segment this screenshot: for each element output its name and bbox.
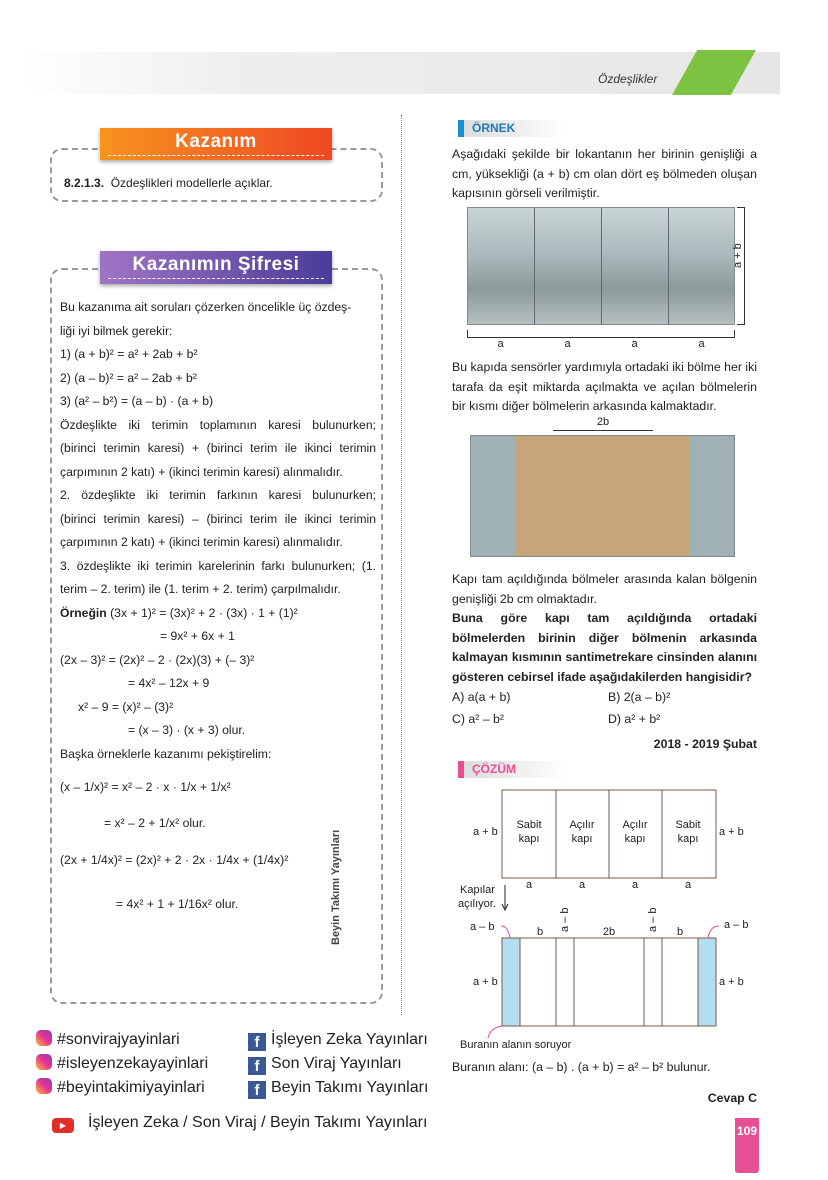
option-a[interactable]: A) a(a + b)	[452, 690, 511, 704]
twob-label: 2b	[602, 926, 616, 938]
width-bracket	[467, 330, 735, 338]
panel-label: Sabit	[516, 819, 542, 831]
instagram-icon	[36, 1078, 52, 1094]
solution-result: Buranın alanı: (a – b) . (a + b) = a² – b² bulunur.	[452, 1060, 711, 1074]
publisher-side-label: Beyin Takımı Yayınları	[330, 829, 342, 945]
sifre-content	[60, 296, 376, 916]
amb-vertical-label: a – b	[647, 907, 659, 932]
math-line: = 4x² + 1 + 1/16x² olur.	[116, 896, 239, 911]
text-line: liği iyi bilmek gerekir:	[60, 323, 173, 338]
math-line: (x – 1/x)² = x² – 2 · x · 1/x + 1/x²	[60, 780, 231, 794]
panel-label: kapı	[571, 833, 593, 845]
width-label: a	[631, 338, 638, 350]
width-label: a	[579, 879, 586, 891]
width-label: a	[632, 879, 639, 891]
pointer-label: Buranın alanın soruyor	[460, 1039, 572, 1051]
facebook-page: Beyin Takımı Yayınları	[271, 1079, 429, 1096]
ornek-intro: Aşağıdaki şekilde bir lokantanın her birinin genişliği a cm, yüksekliği (a + b) cm olan dört eş bölmeden oluşan kapısının görseli verilmiştir.	[452, 147, 757, 200]
facebook-item[interactable]	[248, 1052, 428, 1076]
door-photo-closed	[467, 207, 735, 325]
gap-label: 2b	[596, 416, 610, 428]
height-label: a + b	[473, 976, 498, 988]
text-line: terim – 2. terim) ile (1. terim + 2. terim) çarpılmalıdır.	[60, 582, 341, 596]
width-label: a	[497, 338, 504, 350]
text-line: (birinci terimin karesi) – (birinci terim ile ikinci terimin	[60, 511, 376, 526]
text-line: çarpımının 2 katı) + (ikinci terimin karesi) alınmalıdır.	[60, 535, 343, 549]
pointer-arrow	[708, 926, 719, 938]
ornek-paragraph-2: Bu kapıda sensörler yardımıyla ortadaki iki bölme her iki tarafa da eşit miktarda açılmakta ve açılan bölmelerin bir kısmı diğer bölmelerin arkasında kalmaktadır.	[452, 360, 757, 413]
width-labels	[467, 338, 735, 350]
instagram-handle: #sonvirajyayinlari	[57, 1031, 180, 1048]
sifre-banner	[100, 251, 332, 284]
identity-1: 1) (a + b)² = a² + 2ab + b²	[60, 347, 198, 361]
text-line: 2. özdeşlikte iki terimin farkının karesi bulunurken;	[60, 488, 376, 502]
height-label: a + b	[719, 976, 744, 988]
question-source: 2018 - 2019 Şubat	[653, 737, 757, 751]
option-b[interactable]: B) 2(a – b)²	[608, 690, 671, 704]
facebook-icon: f	[248, 1081, 266, 1099]
kazanim-title: Kazanım	[108, 128, 324, 156]
instagram-icon	[36, 1054, 52, 1070]
pointer-arrow	[488, 1026, 502, 1038]
highlighted-area-right	[698, 938, 716, 1026]
b-label: b	[536, 926, 544, 938]
math-line: = 9x² + 6x + 1	[160, 629, 235, 643]
instagram-item[interactable]	[36, 1052, 208, 1076]
math-line: = (x – 3) · (x + 3) olur.	[128, 723, 246, 737]
instagram-handle: #isleyenzekayayinlari	[57, 1055, 209, 1072]
width-label: a	[685, 879, 692, 891]
amb-label: a – b	[724, 919, 749, 931]
text-line: Başka örneklerle kazanımı pekiştirelim:	[60, 746, 272, 761]
chapter-title: Özdeşlikler	[598, 72, 658, 86]
opening-label: Kapılar	[460, 884, 495, 896]
instagram-item[interactable]	[36, 1028, 208, 1052]
example-line	[60, 602, 376, 626]
panel-label: Açılır	[622, 819, 648, 831]
question-text: Buna göre kapı tam açıldığında ortadaki bölmelerden birinin diğer bölmenin arkasında kalmayan kısmının santimetrekare cinsinden alanını gösteren cebirsel ifade aşağıdakilerden hangisidir?	[452, 611, 757, 684]
b-label: b	[676, 926, 684, 938]
kazanim-desc: Özdeşlikleri modellerle açıklar.	[110, 176, 273, 190]
facebook-item[interactable]	[248, 1076, 428, 1100]
width-label: a	[526, 879, 533, 891]
instagram-icon	[36, 1030, 52, 1046]
facebook-icon: f	[248, 1057, 266, 1075]
answer-label: Cevap C	[707, 1091, 757, 1105]
youtube-channel: İşleyen Zeka / Son Viraj / Beyin Takımı Yayınları	[88, 1114, 428, 1131]
sifre-title: Kazanımın Şifresi	[108, 251, 324, 279]
ornek-paragraph-3: Kapı tam açıldığında bölmeler arasında kalan bölgenin genişliği 2b cm olmaktadır.	[452, 572, 757, 606]
kazanim-text	[64, 176, 273, 190]
facebook-page: İşleyen Zeka Yayınları	[271, 1031, 428, 1048]
highlighted-area-left	[502, 938, 520, 1026]
panel-label: kapı	[624, 833, 646, 845]
door-photo-open	[470, 435, 735, 557]
facebook-list	[248, 1028, 428, 1100]
math-line: (2x + 1/4x)² = (2x)² + 2 · 2x · 1/4x + (1/4x)²	[60, 853, 289, 867]
text-line: Bu kazanıma ait soruları çözerken öncelikle üç özdeş-	[60, 300, 352, 314]
width-label: a	[698, 338, 705, 350]
header-bar	[20, 52, 780, 94]
column-divider	[401, 115, 402, 1015]
cozum-heading: ÇÖZÜM	[458, 761, 568, 778]
instagram-item[interactable]	[36, 1076, 208, 1100]
pointer-arrow	[501, 926, 510, 938]
facebook-item[interactable]	[248, 1028, 428, 1052]
math-line: x² – 9 = (x)² – (3)²	[78, 699, 174, 714]
math-line: = 4x² – 12x + 9	[128, 676, 210, 690]
text-line: çarpımının 2 katı) + (ikinci terimin karesi) alınmalıdır.	[60, 464, 343, 479]
option-c[interactable]: C) a² – b²	[452, 712, 504, 726]
panel-label: Açılır	[569, 819, 595, 831]
solution-diagram	[440, 780, 770, 1080]
panel-label: kapı	[677, 833, 699, 845]
instagram-handle: #beyintakimiyayinlari	[57, 1079, 205, 1096]
youtube-item[interactable]	[52, 1111, 427, 1135]
math-line: (3x + 1)² = (3x)² + 2 · (3x) · 1 + (1)²	[110, 605, 298, 620]
facebook-icon: f	[248, 1033, 266, 1051]
amb-vertical-label: a – b	[559, 907, 571, 932]
identity-3: 3) (a² – b²) = (a – b) · (a + b)	[60, 394, 214, 408]
kazanim-banner	[100, 128, 332, 160]
option-d[interactable]: D) a² + b²	[608, 712, 661, 726]
height-label: a + b	[719, 826, 744, 838]
page-number: 109	[735, 1118, 759, 1173]
amb-label: a – b	[470, 921, 495, 933]
text-line: (birinci terimin karesi) + (birinci terim ile ikinci terimin	[60, 441, 376, 455]
panel-label: Sabit	[675, 819, 701, 831]
height-label: a + b	[473, 826, 498, 838]
text-line: 3. özdeşlikte iki terimin karelerinin farkı bulunurken; (1.	[60, 558, 376, 573]
height-label: a + b	[732, 243, 744, 268]
text-line: Özdeşlikte iki terimin toplamının karesi bulunurken;	[60, 417, 376, 432]
example-label: Örneğin	[60, 605, 107, 620]
instagram-list	[36, 1028, 208, 1100]
width-label: a	[564, 338, 571, 350]
opening-label: açılıyor.	[458, 898, 496, 910]
panel-label: kapı	[518, 833, 540, 845]
gap-bracket	[553, 430, 653, 431]
identity-2: 2) (a – b)² = a² – 2ab + b²	[60, 370, 197, 385]
math-line: (2x – 3)² = (2x)² – 2 · (2x)(3) + (– 3)²	[60, 652, 255, 667]
math-line: = x² – 2 + 1/x² olur.	[104, 815, 206, 830]
ornek-heading: ÖRNEK	[458, 120, 568, 137]
facebook-page: Son Viraj Yayınları	[271, 1055, 402, 1072]
youtube-icon: ▶	[52, 1118, 74, 1133]
kazanim-code: 8.2.1.3.	[64, 176, 105, 190]
